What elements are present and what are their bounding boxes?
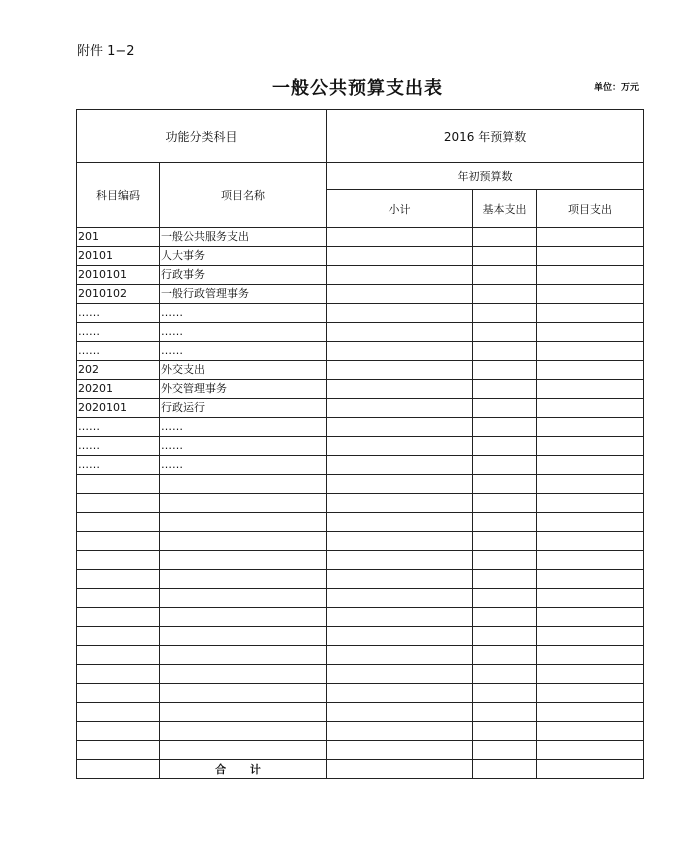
table-row — [77, 437, 644, 456]
item-name-cell: …… — [160, 304, 327, 323]
basic-expense-cell — [473, 304, 537, 323]
subject-code-cell: 2010101 — [77, 266, 160, 285]
basic-expense-cell — [473, 551, 537, 570]
subject-code-cell: 20101 — [77, 247, 160, 266]
subject-code-cell: 201 — [77, 228, 160, 247]
subtotal-cell — [327, 741, 473, 760]
total-label: 合 计 — [160, 760, 327, 779]
table-row — [77, 247, 644, 266]
basic-expense-cell — [473, 532, 537, 551]
project-expense-cell — [537, 570, 644, 589]
table-row — [77, 570, 644, 589]
item-name-cell: 一般公共服务支出 — [160, 228, 327, 247]
subtotal-cell — [327, 494, 473, 513]
subtotal-cell — [327, 665, 473, 684]
project-expense-cell — [537, 323, 644, 342]
item-name-cell: 一般行政管理事务 — [160, 285, 327, 304]
project-expense-cell — [537, 228, 644, 247]
table-row — [77, 285, 644, 304]
item-name-cell — [160, 475, 327, 494]
subject-code-cell — [77, 684, 160, 703]
project-expense-cell — [537, 266, 644, 285]
basic-expense-cell — [473, 323, 537, 342]
budget-table — [76, 109, 644, 779]
basic-expense-cell — [473, 741, 537, 760]
subject-code-cell: …… — [77, 418, 160, 437]
subtotal-cell — [327, 722, 473, 741]
subject-code-cell — [77, 532, 160, 551]
basic-expense-cell — [473, 646, 537, 665]
project-expense-cell — [537, 285, 644, 304]
table-row — [77, 304, 644, 323]
attachment-label: 附件 1−2 — [77, 44, 135, 59]
basic-expense-cell — [473, 665, 537, 684]
basic-expense-cell — [473, 247, 537, 266]
item-name-cell: 行政运行 — [160, 399, 327, 418]
subject-code-cell — [77, 608, 160, 627]
project-expense-cell — [537, 741, 644, 760]
subject-code-cell — [77, 551, 160, 570]
subtotal-cell — [327, 228, 473, 247]
table-row — [77, 627, 644, 646]
project-expense-cell — [537, 494, 644, 513]
subtotal-cell — [327, 456, 473, 475]
subtotal-cell — [327, 608, 473, 627]
table-row — [77, 551, 644, 570]
project-expense-cell — [537, 722, 644, 741]
basic-expense-cell — [473, 380, 537, 399]
subtotal-cell — [327, 627, 473, 646]
subtotal-cell — [327, 551, 473, 570]
item-name-cell — [160, 665, 327, 684]
project-expense-cell — [537, 684, 644, 703]
year-budget-header: 2016 年预算数 — [327, 110, 644, 163]
subject-code-cell — [77, 513, 160, 532]
table-row — [77, 684, 644, 703]
table-row — [77, 323, 644, 342]
table-row — [77, 608, 644, 627]
item-name-cell — [160, 703, 327, 722]
subject-code-cell — [77, 494, 160, 513]
item-name-cell: …… — [160, 323, 327, 342]
table-row — [77, 722, 644, 741]
project-expense-cell — [537, 665, 644, 684]
page-title: 一般公共预算支出表 — [272, 78, 443, 99]
item-name-cell — [160, 494, 327, 513]
subject-code-cell — [77, 475, 160, 494]
item-name-cell: 外交支出 — [160, 361, 327, 380]
total-project-cell — [537, 760, 644, 779]
table-row — [77, 475, 644, 494]
subject-code-cell: 20201 — [77, 380, 160, 399]
project-expense-cell — [537, 380, 644, 399]
unit-label: 单位：万元 — [594, 83, 640, 93]
basic-expense-header: 基本支出 — [473, 190, 537, 228]
basic-expense-cell — [473, 228, 537, 247]
basic-expense-cell — [473, 475, 537, 494]
project-expense-cell — [537, 437, 644, 456]
subject-code-cell: …… — [77, 456, 160, 475]
subtotal-cell — [327, 247, 473, 266]
table-row — [77, 399, 644, 418]
subtotal-cell — [327, 475, 473, 494]
table-row — [77, 646, 644, 665]
project-expense-cell — [537, 627, 644, 646]
project-expense-cell — [537, 551, 644, 570]
project-expense-header: 项目支出 — [537, 190, 644, 228]
item-name-cell: …… — [160, 437, 327, 456]
table-row — [77, 361, 644, 380]
subject-code-cell — [77, 627, 160, 646]
basic-expense-cell — [473, 684, 537, 703]
project-expense-cell — [537, 703, 644, 722]
item-name-cell — [160, 608, 327, 627]
subject-code-header: 科目编码 — [77, 163, 160, 228]
subtotal-cell — [327, 285, 473, 304]
project-expense-cell — [537, 342, 644, 361]
table-row — [77, 380, 644, 399]
basic-expense-cell — [473, 589, 537, 608]
project-expense-cell — [537, 608, 644, 627]
subject-code-cell — [77, 589, 160, 608]
item-name-header: 项目名称 — [160, 163, 327, 228]
basic-expense-cell — [473, 570, 537, 589]
table-row — [77, 513, 644, 532]
basic-expense-cell — [473, 437, 537, 456]
project-expense-cell — [537, 304, 644, 323]
item-name-cell — [160, 684, 327, 703]
item-name-cell — [160, 627, 327, 646]
subtotal-cell — [327, 323, 473, 342]
item-name-cell: 外交管理事务 — [160, 380, 327, 399]
table-row — [77, 703, 644, 722]
subject-code-cell — [77, 703, 160, 722]
table-row — [77, 741, 644, 760]
table-row — [77, 665, 644, 684]
basic-expense-cell — [473, 418, 537, 437]
table-row — [77, 494, 644, 513]
subtotal-cell — [327, 399, 473, 418]
subject-code-cell — [77, 665, 160, 684]
subtotal-cell — [327, 342, 473, 361]
basic-expense-cell — [473, 627, 537, 646]
project-expense-cell — [537, 532, 644, 551]
project-expense-cell — [537, 513, 644, 532]
basic-expense-cell — [473, 456, 537, 475]
item-name-cell: 人大事务 — [160, 247, 327, 266]
basic-expense-cell — [473, 608, 537, 627]
item-name-cell — [160, 741, 327, 760]
total-basic-cell — [473, 760, 537, 779]
table-row — [77, 418, 644, 437]
table-row — [77, 532, 644, 551]
basic-expense-cell — [473, 342, 537, 361]
basic-expense-cell — [473, 399, 537, 418]
project-expense-cell — [537, 456, 644, 475]
subtotal-cell — [327, 304, 473, 323]
item-name-cell — [160, 570, 327, 589]
item-name-cell — [160, 532, 327, 551]
table-row — [77, 342, 644, 361]
item-name-cell: …… — [160, 456, 327, 475]
basic-expense-cell — [473, 361, 537, 380]
subtotal-cell — [327, 361, 473, 380]
item-name-cell — [160, 646, 327, 665]
subtotal-cell — [327, 266, 473, 285]
subject-code-cell — [77, 570, 160, 589]
project-expense-cell — [537, 418, 644, 437]
subtotal-cell — [327, 513, 473, 532]
subject-code-cell: …… — [77, 304, 160, 323]
project-expense-cell — [537, 361, 644, 380]
total-subtotal-cell — [327, 760, 473, 779]
subject-code-cell: …… — [77, 342, 160, 361]
subject-code-cell: 2020101 — [77, 399, 160, 418]
subtotal-cell — [327, 684, 473, 703]
item-name-cell: 行政事务 — [160, 266, 327, 285]
item-name-cell: …… — [160, 418, 327, 437]
table-row — [77, 589, 644, 608]
basic-expense-cell — [473, 703, 537, 722]
project-expense-cell — [537, 589, 644, 608]
table-row — [77, 228, 644, 247]
project-expense-cell — [537, 475, 644, 494]
item-name-cell — [160, 722, 327, 741]
basic-expense-cell — [473, 513, 537, 532]
subject-code-cell: 2010102 — [77, 285, 160, 304]
item-name-cell — [160, 589, 327, 608]
subtotal-cell — [327, 418, 473, 437]
func-subject-header: 功能分类科目 — [77, 110, 327, 163]
subject-code-cell: …… — [77, 437, 160, 456]
subtotal-cell — [327, 703, 473, 722]
subject-code-cell: …… — [77, 323, 160, 342]
subtotal-cell — [327, 380, 473, 399]
basic-expense-cell — [473, 266, 537, 285]
project-expense-cell — [537, 399, 644, 418]
project-expense-cell — [537, 247, 644, 266]
subtotal-cell — [327, 589, 473, 608]
subtotal-header: 小计 — [327, 190, 473, 228]
subtotal-cell — [327, 646, 473, 665]
table-row — [77, 456, 644, 475]
subject-code-cell — [77, 722, 160, 741]
total-row — [77, 760, 644, 779]
item-name-cell — [160, 551, 327, 570]
basic-expense-cell — [473, 722, 537, 741]
subtotal-cell — [327, 532, 473, 551]
subtotal-cell — [327, 437, 473, 456]
subject-code-cell — [77, 741, 160, 760]
item-name-cell — [160, 513, 327, 532]
item-name-cell: …… — [160, 342, 327, 361]
subject-code-cell — [77, 646, 160, 665]
subtotal-cell — [327, 570, 473, 589]
basic-expense-cell — [473, 285, 537, 304]
table-row — [77, 266, 644, 285]
initial-budget-header: 年初预算数 — [327, 163, 644, 190]
subject-code-cell: 202 — [77, 361, 160, 380]
total-code-cell — [77, 760, 160, 779]
basic-expense-cell — [473, 494, 537, 513]
project-expense-cell — [537, 646, 644, 665]
